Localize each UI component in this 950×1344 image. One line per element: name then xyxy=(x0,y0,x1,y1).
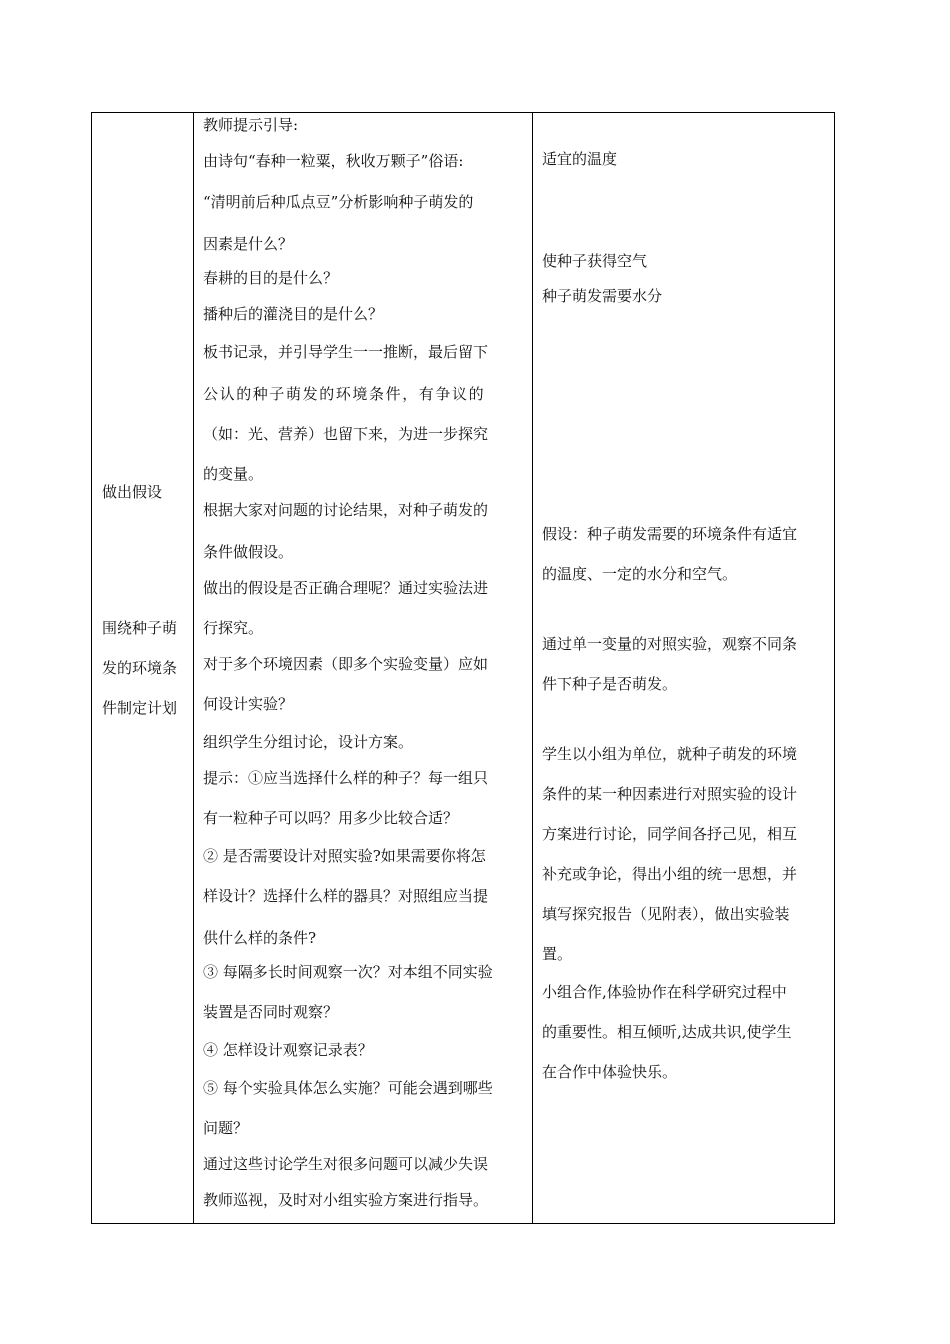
student-activity-column xyxy=(532,113,834,1223)
text-line: “清明前后种瓜点豆”分析影响种子萌发的 xyxy=(203,193,474,211)
text-line: 做出的假设是否正确合理呢？通过实验法进 xyxy=(203,579,489,597)
text-line: ⑤ 每个实验具体怎么实施？可能会遇到哪些 xyxy=(203,1079,493,1097)
text-line: 问题？ xyxy=(203,1119,249,1137)
text-line: 在合作中体验快乐。 xyxy=(542,1063,678,1081)
text-line: ③ 每隔多长时间观察一次？对本组不同实验 xyxy=(203,963,493,981)
text-line: 教师巡视，及时对小组实验方案进行指导。 xyxy=(203,1191,489,1209)
text-line: 适宜的温度 xyxy=(542,150,618,168)
teacher-activity-column xyxy=(193,113,532,1223)
text-line: 提示：①应当选择什么样的种子？每一组只 xyxy=(203,769,489,787)
text-line: 补充或争论，得出小组的统一思想，并 xyxy=(542,865,798,883)
text-line: ④ 怎样设计观察记录表？ xyxy=(203,1041,373,1059)
text-line: 假设：种子萌发需要的环境条件有适宜 xyxy=(542,525,798,543)
text-line: 学生以小组为单位，就种子萌发的环境 xyxy=(542,745,798,763)
text-line: 板书记录，并引导学生一一推断，最后留下 xyxy=(203,343,489,361)
stage-column xyxy=(92,113,193,1223)
stage-hypothesis: 做出假设 xyxy=(102,483,163,501)
text-line: 对于多个环境因素（即多个实验变量）应如 xyxy=(203,655,489,673)
text-line: 由诗句“春种一粒粟，秋收万颗子”俗语: xyxy=(203,152,464,170)
text-line: 有一粒种子可以吗？用多少比较合适？ xyxy=(203,809,459,827)
text-line: 供什么样的条件? xyxy=(203,929,317,947)
text-line: 公认的种子萌发的环境条件，有争议的 xyxy=(203,385,486,403)
text-line: 置。 xyxy=(542,945,573,963)
text-line: 根据大家对问题的讨论结果，对种子萌发的 xyxy=(203,501,489,519)
text-line: 方案进行讨论，同学间各抒己见，相互 xyxy=(542,825,798,843)
text-line: ② 是否需要设计对照实验?如果需要你将怎 xyxy=(203,847,486,865)
lesson-table xyxy=(91,112,835,1224)
text-line: 因素是什么？ xyxy=(203,235,294,253)
text-line: 教师提示引导: xyxy=(203,116,299,134)
text-line: 播种后的灌浇目的是什么？ xyxy=(203,305,384,323)
text-line: 的重要性。相互倾听,达成共识,使学生 xyxy=(542,1023,792,1041)
stage-plan-line: 围绕种子萌 xyxy=(102,619,178,637)
stage-plan-line: 件制定计划 xyxy=(102,699,178,717)
stage-plan-line: 发的环境条 xyxy=(102,659,178,677)
text-line: 条件的某一种因素进行对照实验的设计 xyxy=(542,785,798,803)
text-line: 春耕的目的是什么？ xyxy=(203,269,339,287)
text-line: 何设计实验？ xyxy=(203,695,294,713)
text-line: 种子萌发需要水分 xyxy=(542,287,663,305)
text-line: 的温度、一定的水分和空气。 xyxy=(542,565,738,583)
text-line: 装置是否同时观察？ xyxy=(203,1003,339,1021)
text-line: 使种子获得空气 xyxy=(542,252,648,270)
text-line: 样设计？选择什么样的器具？对照组应当提 xyxy=(203,887,489,905)
text-line: 通过这些讨论学生对很多问题可以减少失误 xyxy=(203,1155,489,1173)
text-line: 行探究。 xyxy=(203,619,264,637)
text-line: 的变量。 xyxy=(203,465,264,483)
text-line: 组织学生分组讨论，设计方案。 xyxy=(203,733,414,751)
text-line: 填写探究报告（见附表），做出实验装 xyxy=(542,905,790,923)
text-line: 小组合作,体验协作在科学研究过程中 xyxy=(542,983,787,1001)
text-line: 条件做假设。 xyxy=(203,543,294,561)
text-line: 通过单一变量的对照实验，观察不同条 xyxy=(542,635,798,653)
text-line: 件下种子是否萌发。 xyxy=(542,675,678,693)
text-line: （如：光、营养）也留下来，为进一步探究 xyxy=(203,425,489,443)
